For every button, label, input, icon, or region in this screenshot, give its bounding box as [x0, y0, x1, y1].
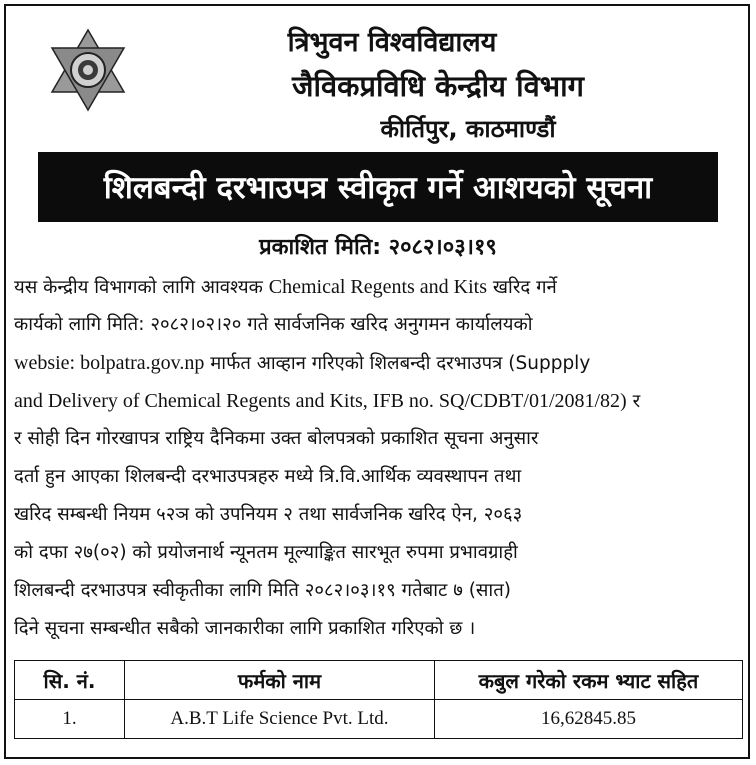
university-name: त्रिभुवन विश्वविद्यालय: [287, 27, 497, 58]
notice-body: [14, 268, 742, 648]
body-line: र सोही दिन गोरखापत्र राष्ट्रिय दैनिकमा उक्त बोलपत्रको प्रकाशित सूचना अनुसार: [14, 428, 539, 449]
table-header-row: [15, 661, 743, 700]
body-line: and Delivery of Chemical Regents and Kits, IFB no. SQ/CDBT/01/2081/82) र: [14, 390, 641, 412]
body-line: शिलबन्दी दरभाउपत्र स्वीकृतीका लागि मिति २०८२।०३।१९ गतेबाट ७ (सात): [14, 580, 511, 601]
body-line: को दफा २७(०२) को प्रयोजनार्थ न्यूनतम मूल्याङ्कित सारभूत रुपमा प्रभावग्राही: [14, 542, 518, 563]
bidder-table: [14, 660, 743, 739]
notice-title-banner: [38, 152, 718, 222]
col-firm-name: फर्मको नाम: [125, 661, 435, 700]
cell-firm-name: A.B.T Life Science Pvt. Ltd.: [125, 700, 435, 739]
col-quoted-amount: कबुल गरेको रकम भ्याट सहित: [434, 661, 742, 700]
body-line: खरिद सम्बन्धी नियम ५२ञ को उपनियम २ तथा सार्वजनिक खरिद ऐन, २०६३: [14, 504, 523, 525]
department-location: कीर्तिपुर, काठमाण्डौं: [380, 115, 556, 143]
notice-title: शिलबन्दी दरभाउपत्र स्वीकृत गर्ने आशयको सूचना: [103, 170, 653, 206]
body-line: दिने सूचना सम्बन्धीत सबैको जानकारीका लागि प्रकाशित गरिएको छ ।: [14, 618, 476, 639]
table-row: [15, 700, 743, 739]
body-line: दर्ता हुन आएका शिलबन्दी दरभाउपत्रहरु मध्ये त्रि.वि.आर्थिक व्यवस्थापन तथा: [14, 466, 522, 487]
body-line: कार्यको लागि मिति: २०८२।०२।२० गते सार्वजनिक खरिद अनुगमन कार्यालयको: [14, 314, 533, 335]
col-serial-no: सि. नं.: [15, 661, 125, 700]
department-name: जैविकप्रविधि केन्द्रीय विभाग: [292, 69, 584, 103]
cell-serial-no: 1.: [15, 700, 125, 739]
published-date: प्रकाशित मिति: २०८२।०३।१९: [259, 235, 497, 260]
body-line: यस केन्द्रीय विभागको लागि आवश्यक Chemical Regents and Kits खरिद गर्ने: [14, 276, 557, 298]
body-line: websie: bolpatra.gov.np मार्फत आव्हान गरिएको शिलबन्दी दरभाउपत्र (Suppply: [14, 352, 591, 374]
cell-quoted-amount: 16,62845.85: [434, 700, 742, 739]
